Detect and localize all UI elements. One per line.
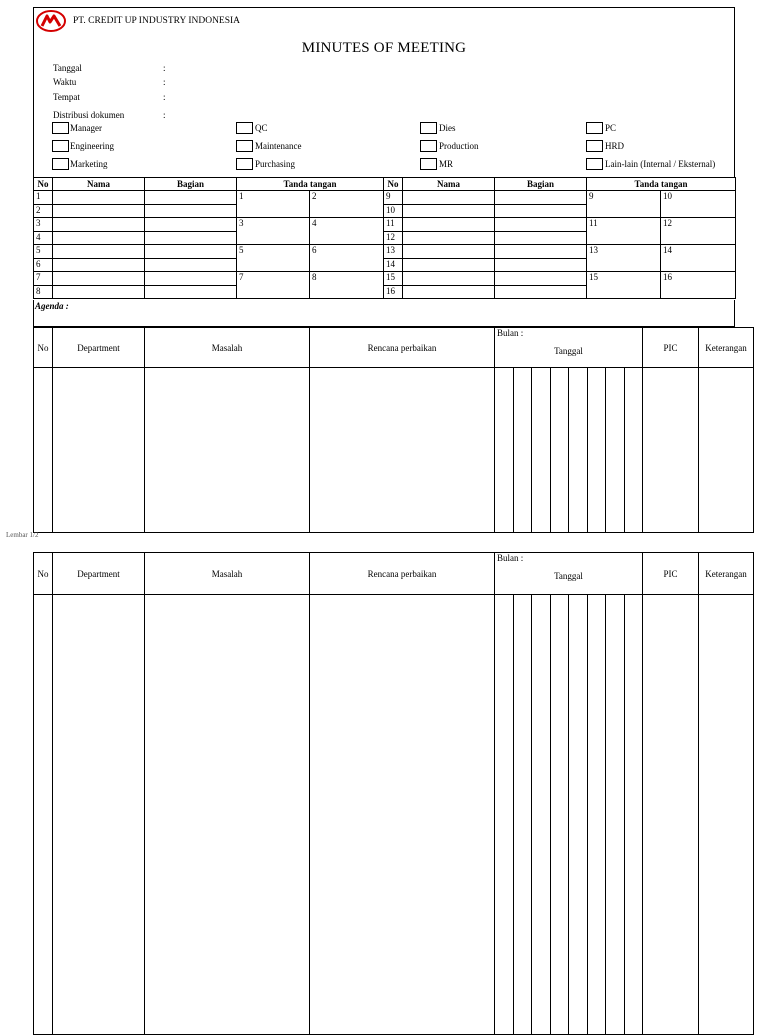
- table-row: [34, 595, 754, 1035]
- date-cell[interactable]: [532, 368, 551, 533]
- att-no: 7: [34, 272, 53, 286]
- att-sign-cell[interactable]: 15: [587, 272, 661, 299]
- table-row: [34, 218, 736, 232]
- date-cell[interactable]: [606, 595, 625, 1035]
- issues-cell[interactable]: [34, 368, 53, 533]
- checkbox-qc[interactable]: [236, 122, 253, 134]
- att-no: 4: [34, 232, 53, 245]
- issues-header-rencana: Rencana perbaikan: [310, 553, 495, 595]
- att-sign-cell[interactable]: 12: [661, 218, 736, 245]
- att-bagian-cell[interactable]: [495, 245, 587, 259]
- date-cell[interactable]: [495, 368, 514, 533]
- att-bagian-cell[interactable]: [145, 272, 237, 286]
- issues-cell[interactable]: [53, 595, 145, 1035]
- checkbox-label-engineering: Engineering: [70, 141, 114, 151]
- att-header-bagian-right: Bagian: [495, 178, 587, 191]
- att-no: 8: [34, 286, 53, 299]
- att-bagian-cell[interactable]: [495, 272, 587, 286]
- att-nama-cell[interactable]: [53, 218, 145, 232]
- company-logo: [36, 10, 66, 32]
- att-sign-cell[interactable]: 8: [310, 272, 384, 299]
- att-bagian-cell[interactable]: [495, 218, 587, 232]
- checkbox-mr[interactable]: [420, 158, 437, 170]
- checkbox-label-lain-lain: Lain-lain (Internal / Eksternal): [605, 159, 716, 169]
- issues-header-masalah: Masalah: [145, 553, 310, 595]
- att-sign-cell[interactable]: 16: [661, 272, 736, 299]
- checkbox-hrd[interactable]: [586, 140, 603, 152]
- issues-header-no: No: [34, 553, 53, 595]
- date-cell[interactable]: [551, 368, 569, 533]
- att-no: 14: [384, 259, 403, 272]
- att-sign-cell[interactable]: 13: [587, 245, 661, 272]
- issues-header-bulan: Bulan :: [495, 328, 643, 346]
- att-no: 10: [384, 205, 403, 218]
- field-sep-tanggal: :: [163, 63, 166, 73]
- checkbox-lain-lain[interactable]: [586, 158, 603, 170]
- distribution-sep: :: [163, 110, 166, 120]
- footer-note: Lembar 1/2: [6, 531, 39, 539]
- date-cell[interactable]: [588, 595, 606, 1035]
- checkbox-label-mr: MR: [439, 159, 454, 169]
- att-sign-cell[interactable]: 3: [237, 218, 310, 245]
- distribution-label: Distribusi dokumen: [53, 110, 125, 120]
- att-header-nama-right: Nama: [403, 178, 495, 191]
- table-row: [34, 191, 736, 205]
- issues-cell[interactable]: [145, 595, 310, 1035]
- att-bagian-cell[interactable]: [145, 232, 237, 245]
- checkbox-label-dies: Dies: [439, 123, 456, 133]
- att-bagian-cell[interactable]: [495, 191, 587, 205]
- checkbox-pc[interactable]: [586, 122, 603, 134]
- att-sign-cell[interactable]: 4: [310, 218, 384, 245]
- att-sign-cell[interactable]: 1: [237, 191, 310, 218]
- att-header-no: No: [34, 178, 53, 191]
- att-nama-cell[interactable]: [403, 245, 495, 259]
- issues-cell[interactable]: [53, 368, 145, 533]
- checkbox-label-hrd: HRD: [605, 141, 625, 151]
- issues-header-department: Department: [53, 553, 145, 595]
- issues-cell[interactable]: [699, 595, 754, 1035]
- att-bagian-cell[interactable]: [145, 191, 237, 205]
- table-row: [34, 368, 754, 533]
- att-nama-cell[interactable]: [403, 259, 495, 272]
- att-nama-cell[interactable]: [53, 232, 145, 245]
- agenda-box[interactable]: [33, 300, 735, 327]
- issues-header-no: No: [34, 328, 53, 368]
- issues-table-1: [33, 327, 754, 533]
- date-cell[interactable]: [551, 595, 569, 1035]
- date-cell[interactable]: [625, 595, 643, 1035]
- checkbox-label-maintenance: Maintenance: [255, 141, 302, 151]
- issues-header-keterangan: Keterangan: [699, 553, 754, 595]
- att-sign-cell[interactable]: 2: [310, 191, 384, 218]
- att-header-bagian: Bagian: [145, 178, 237, 191]
- issues-header-masalah: Masalah: [145, 328, 310, 368]
- attendance-table: [33, 177, 736, 299]
- att-no: 11: [384, 218, 403, 232]
- att-nama-cell[interactable]: [403, 218, 495, 232]
- att-no: 2: [34, 205, 53, 218]
- issues-header-pic: PIC: [643, 328, 699, 368]
- page-title: MINUTES OF MEETING: [301, 40, 467, 56]
- issues-cell[interactable]: [310, 595, 495, 1035]
- att-header-nama: Nama: [53, 178, 145, 191]
- table-row: [34, 245, 736, 259]
- att-sign-cell[interactable]: 11: [587, 218, 661, 245]
- att-nama-cell[interactable]: [53, 286, 145, 299]
- att-no: 5: [34, 245, 53, 259]
- date-cell[interactable]: [514, 595, 532, 1035]
- att-sign-cell[interactable]: 10: [661, 191, 736, 218]
- checkbox-label-marketing: Marketing: [70, 159, 108, 169]
- att-sign-cell[interactable]: 14: [661, 245, 736, 272]
- date-cell[interactable]: [625, 368, 643, 533]
- att-bagian-cell[interactable]: [495, 259, 587, 272]
- field-sep-waktu: :: [163, 77, 166, 87]
- att-header-no-right: No: [384, 178, 403, 191]
- checkbox-marketing[interactable]: [52, 158, 69, 170]
- issues-cell[interactable]: [34, 595, 53, 1035]
- date-cell[interactable]: [606, 368, 625, 533]
- att-nama-cell[interactable]: [403, 191, 495, 205]
- att-header-tanda-tangan: Tanda tangan: [237, 178, 384, 191]
- checkbox-label-purchasing: Purchasing: [255, 159, 295, 169]
- checkbox-production[interactable]: [420, 140, 437, 152]
- att-no: 16: [384, 286, 403, 299]
- issues-cell[interactable]: [145, 368, 310, 533]
- date-cell[interactable]: [514, 368, 532, 533]
- date-cell[interactable]: [569, 595, 588, 1035]
- issues-header-pic: PIC: [643, 553, 699, 595]
- att-nama-cell[interactable]: [53, 245, 145, 259]
- checkbox-engineering[interactable]: [52, 140, 69, 152]
- checkbox-manager[interactable]: [52, 122, 69, 134]
- agenda-label: Agenda :: [35, 301, 69, 311]
- att-bagian-cell[interactable]: [145, 245, 237, 259]
- att-nama-cell[interactable]: [53, 272, 145, 286]
- att-nama-cell[interactable]: [403, 286, 495, 299]
- att-no: 1: [34, 191, 53, 205]
- issues-header-bulan: Bulan :: [495, 553, 643, 571]
- att-bagian-cell[interactable]: [145, 286, 237, 299]
- issues-table-2: [33, 552, 754, 1035]
- att-nama-cell[interactable]: [403, 272, 495, 286]
- issues-header-rencana: Rencana perbaikan: [310, 328, 495, 368]
- att-bagian-cell[interactable]: [145, 259, 237, 272]
- att-nama-cell[interactable]: [53, 259, 145, 272]
- checkbox-label-qc: QC: [255, 123, 268, 133]
- att-sign-cell[interactable]: 6: [310, 245, 384, 272]
- issues-header-tanggal: Tanggal: [495, 571, 643, 595]
- form-frame: [33, 7, 735, 178]
- field-label-waktu: Waktu: [53, 77, 77, 87]
- checkbox-purchasing[interactable]: [236, 158, 253, 170]
- checkbox-label-manager: Manager: [70, 123, 102, 133]
- att-no: 12: [384, 232, 403, 245]
- att-bagian-cell[interactable]: [145, 218, 237, 232]
- attendance-header-row: [34, 178, 736, 191]
- checkbox-label-pc: PC: [605, 123, 617, 133]
- att-sign-cell[interactable]: 7: [237, 272, 310, 299]
- issues-cell[interactable]: [310, 368, 495, 533]
- date-cell[interactable]: [569, 368, 588, 533]
- att-nama-cell[interactable]: [53, 205, 145, 218]
- att-bagian-cell[interactable]: [145, 205, 237, 218]
- issues-header-keterangan: Keterangan: [699, 328, 754, 368]
- att-no: 3: [34, 218, 53, 232]
- checkbox-label-production: Production: [439, 141, 479, 151]
- att-no: 15: [384, 272, 403, 286]
- date-cell[interactable]: [532, 595, 551, 1035]
- issues-header-department: Department: [53, 328, 145, 368]
- att-bagian-cell[interactable]: [495, 232, 587, 245]
- company-name: PT. CREDIT UP INDUSTRY INDONESIA: [73, 16, 241, 26]
- att-bagian-cell[interactable]: [495, 286, 587, 299]
- att-nama-cell[interactable]: [403, 205, 495, 218]
- att-sign-cell[interactable]: 9: [587, 191, 661, 218]
- field-label-tempat: Tempat: [53, 92, 80, 102]
- table-row: [34, 272, 736, 286]
- att-sign-cell[interactable]: 5: [237, 245, 310, 272]
- field-sep-tempat: :: [163, 92, 166, 102]
- checkbox-maintenance[interactable]: [236, 140, 253, 152]
- att-bagian-cell[interactable]: [495, 205, 587, 218]
- issues-cell[interactable]: [643, 368, 699, 533]
- att-header-tanda-tangan-right: Tanda tangan: [587, 178, 736, 191]
- att-no: 9: [384, 191, 403, 205]
- date-cell[interactable]: [588, 368, 606, 533]
- issues-cell[interactable]: [643, 595, 699, 1035]
- att-nama-cell[interactable]: [403, 232, 495, 245]
- issues-header-tanggal: Tanggal: [495, 346, 643, 368]
- issues-cell[interactable]: [699, 368, 754, 533]
- checkbox-dies[interactable]: [420, 122, 437, 134]
- att-nama-cell[interactable]: [53, 191, 145, 205]
- date-cell[interactable]: [495, 595, 514, 1035]
- att-no: 13: [384, 245, 403, 259]
- field-label-tanggal: Tanggal: [53, 63, 82, 73]
- att-no: 6: [34, 259, 53, 272]
